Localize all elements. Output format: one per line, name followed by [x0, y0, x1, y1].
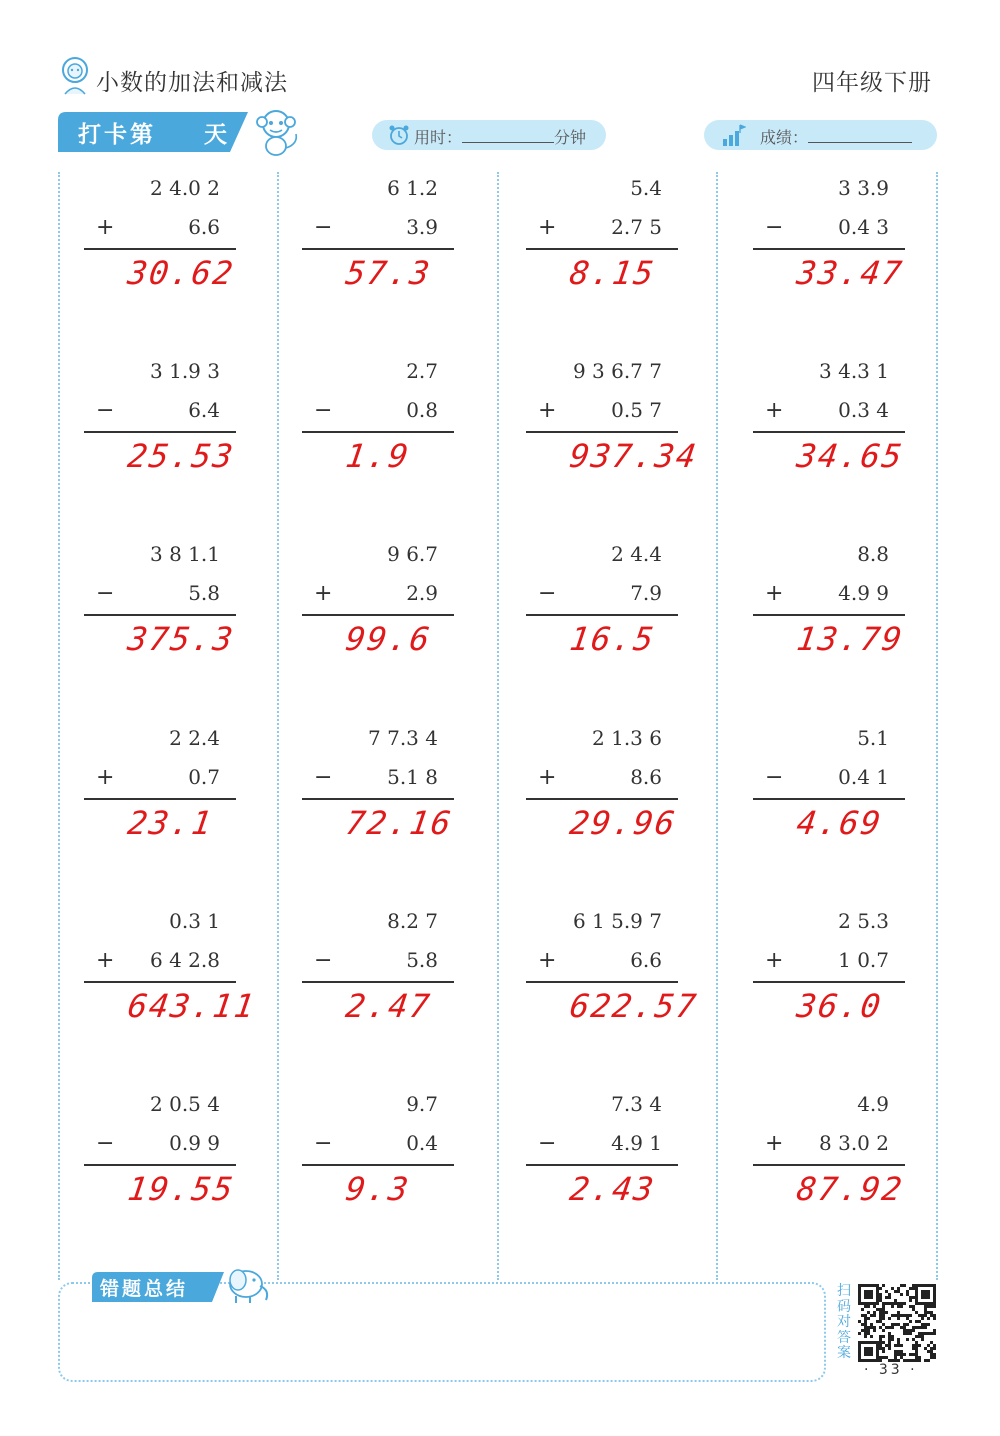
- bottom-operand: 0.5 7: [611, 398, 662, 422]
- sum-line: [302, 981, 454, 983]
- sum-line: [84, 431, 236, 433]
- handwritten-answer: 622.57: [567, 987, 701, 1025]
- score-blank[interactable]: [808, 128, 912, 143]
- handwritten-answer: 19.55: [125, 1170, 237, 1208]
- minus-sign: −: [765, 765, 784, 790]
- minus-sign: −: [96, 581, 115, 606]
- elephant-mascot-icon: [216, 1264, 272, 1304]
- top-operand: 8.8: [857, 542, 889, 566]
- sum-line: [753, 798, 905, 800]
- bottom-operand: 5.8: [188, 581, 220, 605]
- qr-code[interactable]: [858, 1284, 936, 1362]
- problem: [84, 726, 304, 886]
- handwritten-answer: 1.9: [343, 437, 413, 475]
- top-operand: 2 0.5 4: [150, 1092, 220, 1116]
- sum-line: [302, 614, 454, 616]
- plus-sign: +: [538, 765, 557, 790]
- checkin-label: 打卡第: [78, 122, 156, 148]
- sum-line: [526, 981, 678, 983]
- top-operand: 5.4: [630, 176, 662, 200]
- minus-sign: −: [314, 948, 333, 973]
- handwritten-answer: 57.3: [343, 254, 434, 292]
- page-number: · 33 ·: [864, 1362, 918, 1378]
- problem: [753, 1092, 973, 1252]
- sum-line: [84, 981, 236, 983]
- time-field[interactable]: [372, 120, 606, 150]
- handwritten-answer: 36.0: [794, 987, 885, 1025]
- top-operand: 7.3 4: [611, 1092, 662, 1116]
- checkin-day-label: 天: [204, 122, 227, 148]
- sum-line: [84, 614, 236, 616]
- bottom-operand: 0.9 9: [169, 1131, 220, 1155]
- problem: [526, 909, 746, 1069]
- bottom-operand: 2.7 5: [611, 215, 662, 239]
- top-operand: 6 1 5.9 7: [572, 909, 662, 933]
- handwritten-answer: 33.47: [794, 254, 906, 292]
- plus-sign: +: [96, 948, 115, 973]
- problem: [753, 359, 973, 519]
- problem: [753, 542, 973, 702]
- plus-sign: +: [96, 765, 115, 790]
- top-operand: 2 4.0 2: [150, 176, 220, 200]
- summary-label: 错题总结: [100, 1278, 189, 1300]
- plus-sign: +: [765, 581, 784, 606]
- problem: [526, 176, 746, 336]
- bottom-operand: 7.9: [630, 581, 662, 605]
- handwritten-answer: 2.47: [343, 987, 434, 1025]
- top-operand: 6 1.2: [387, 176, 438, 200]
- top-operand: 2.7: [406, 359, 438, 383]
- problem: [753, 176, 973, 336]
- problem: [526, 726, 746, 886]
- handwritten-answer: 87.92: [794, 1170, 906, 1208]
- sum-line: [753, 1164, 905, 1166]
- plus-sign: +: [538, 948, 557, 973]
- score-field[interactable]: [704, 120, 937, 150]
- monkey-mascot-icon: [248, 104, 304, 158]
- bottom-operand: 4.9 1: [611, 1131, 662, 1155]
- sum-line: [526, 431, 678, 433]
- problem: [526, 542, 746, 702]
- sum-line: [84, 248, 236, 250]
- bottom-operand: 8.6: [630, 765, 662, 789]
- sum-line: [302, 1164, 454, 1166]
- handwritten-answer: 99.6: [343, 620, 434, 658]
- top-operand: 3 3.9: [838, 176, 889, 200]
- score-label: 成绩：: [760, 128, 809, 147]
- bottom-operand: 6.4: [188, 398, 220, 422]
- bottom-operand: 0.4: [406, 1131, 438, 1155]
- top-operand: 2 2.4: [169, 726, 220, 750]
- plus-sign: +: [96, 215, 115, 240]
- handwritten-answer: 30.62: [125, 254, 237, 292]
- plus-sign: +: [765, 948, 784, 973]
- top-operand: 4.9: [857, 1092, 889, 1116]
- bottom-operand: 6 4 2.8: [150, 948, 220, 972]
- top-operand: 7 7.3 4: [368, 726, 438, 750]
- bottom-operand: 0.7: [188, 765, 220, 789]
- grade-label: 四年级下册: [812, 70, 932, 96]
- handwritten-answer: 375.3: [125, 620, 237, 658]
- problem: [302, 359, 522, 519]
- problem: [526, 359, 746, 519]
- top-operand: 9 3 6.7 7: [572, 359, 662, 383]
- problem: [302, 1092, 522, 1252]
- top-operand: 3 8 1.1: [150, 542, 220, 566]
- bottom-operand: 0.3 4: [838, 398, 889, 422]
- bottom-operand: 0.4 1: [838, 765, 889, 789]
- top-operand: 9 6.7: [387, 542, 438, 566]
- handwritten-answer: 25.53: [125, 437, 237, 475]
- handwritten-answer: 937.34: [567, 437, 701, 475]
- top-operand: 3 1.9 3: [150, 359, 220, 383]
- handwritten-answer: 8.15: [567, 254, 658, 292]
- sum-line: [84, 1164, 236, 1166]
- minus-sign: −: [314, 398, 333, 423]
- problem: [302, 909, 522, 1069]
- problem: [84, 1092, 304, 1252]
- alarm-clock-icon: [388, 124, 410, 146]
- handwritten-answer: 4.69: [794, 804, 885, 842]
- time-blank[interactable]: [462, 128, 554, 143]
- top-operand: 5.1: [857, 726, 889, 750]
- bottom-operand: 8 3.0 2: [819, 1131, 889, 1155]
- sum-line: [753, 248, 905, 250]
- time-unit: 分钟: [554, 128, 587, 147]
- minus-sign: −: [765, 215, 784, 240]
- bottom-operand: 5.1 8: [387, 765, 438, 789]
- sum-line: [84, 798, 236, 800]
- bottom-operand: 3.9: [406, 215, 438, 239]
- problem: [84, 359, 304, 519]
- handwritten-answer: 72.16: [343, 804, 455, 842]
- book-title: 小数的加法和减法: [96, 70, 288, 96]
- top-operand: 2 1.3 6: [592, 726, 662, 750]
- minus-sign: −: [538, 581, 557, 606]
- sum-line: [302, 248, 454, 250]
- sum-line: [753, 614, 905, 616]
- minus-sign: −: [96, 1131, 115, 1156]
- plus-sign: +: [314, 581, 333, 606]
- bottom-operand: 0.8: [406, 398, 438, 422]
- top-operand: 3 4.3 1: [819, 359, 889, 383]
- problem: [753, 726, 973, 886]
- minus-sign: −: [314, 765, 333, 790]
- bottom-operand: 2.9: [406, 581, 438, 605]
- bottom-operand: 0.4 3: [838, 215, 889, 239]
- sum-line: [526, 798, 678, 800]
- handwritten-answer: 643.11: [125, 987, 259, 1025]
- bottom-operand: 1 0.7: [838, 948, 889, 972]
- problem: [753, 909, 973, 1069]
- minus-sign: −: [314, 1131, 333, 1156]
- handwritten-answer: 29.96: [567, 804, 679, 842]
- handwritten-answer: 16.5: [567, 620, 658, 658]
- chart-flag-icon: [720, 123, 746, 147]
- plus-sign: +: [538, 215, 557, 240]
- handwritten-answer: 2.43: [567, 1170, 658, 1208]
- handwritten-answer: 13.79: [794, 620, 906, 658]
- plus-sign: +: [765, 1131, 784, 1156]
- handwritten-answer: 34.65: [794, 437, 906, 475]
- bottom-operand: 6.6: [188, 215, 220, 239]
- problem: [302, 176, 522, 336]
- sum-line: [302, 798, 454, 800]
- plus-sign: +: [538, 398, 557, 423]
- problem: [84, 542, 304, 702]
- scan-for-answers-label: 扫码对答案: [837, 1283, 851, 1361]
- sum-line: [526, 248, 678, 250]
- top-operand: 9.7: [406, 1092, 438, 1116]
- minus-sign: −: [538, 1131, 557, 1156]
- problem: [84, 176, 304, 336]
- lion-mascot-icon: [58, 56, 92, 96]
- sum-line: [526, 1164, 678, 1166]
- handwritten-answer: 23.1: [125, 804, 216, 842]
- top-operand: 8.2 7: [387, 909, 438, 933]
- handwritten-answer: 9.3: [343, 1170, 413, 1208]
- bottom-operand: 4.9 9: [838, 581, 889, 605]
- column-border-left: [58, 172, 60, 1280]
- sum-line: [302, 431, 454, 433]
- sum-line: [753, 981, 905, 983]
- problem: [526, 1092, 746, 1252]
- sum-line: [526, 614, 678, 616]
- bottom-operand: 6.6: [630, 948, 662, 972]
- problem: [302, 726, 522, 886]
- top-operand: 2 5.3: [838, 909, 889, 933]
- time-label: 用时：: [414, 128, 463, 147]
- bottom-operand: 5.8: [406, 948, 438, 972]
- sum-line: [753, 431, 905, 433]
- top-operand: 0.3 1: [169, 909, 220, 933]
- problem: [84, 909, 304, 1069]
- problem: [302, 542, 522, 702]
- minus-sign: −: [96, 398, 115, 423]
- plus-sign: +: [765, 398, 784, 423]
- minus-sign: −: [314, 215, 333, 240]
- top-operand: 2 4.4: [611, 542, 662, 566]
